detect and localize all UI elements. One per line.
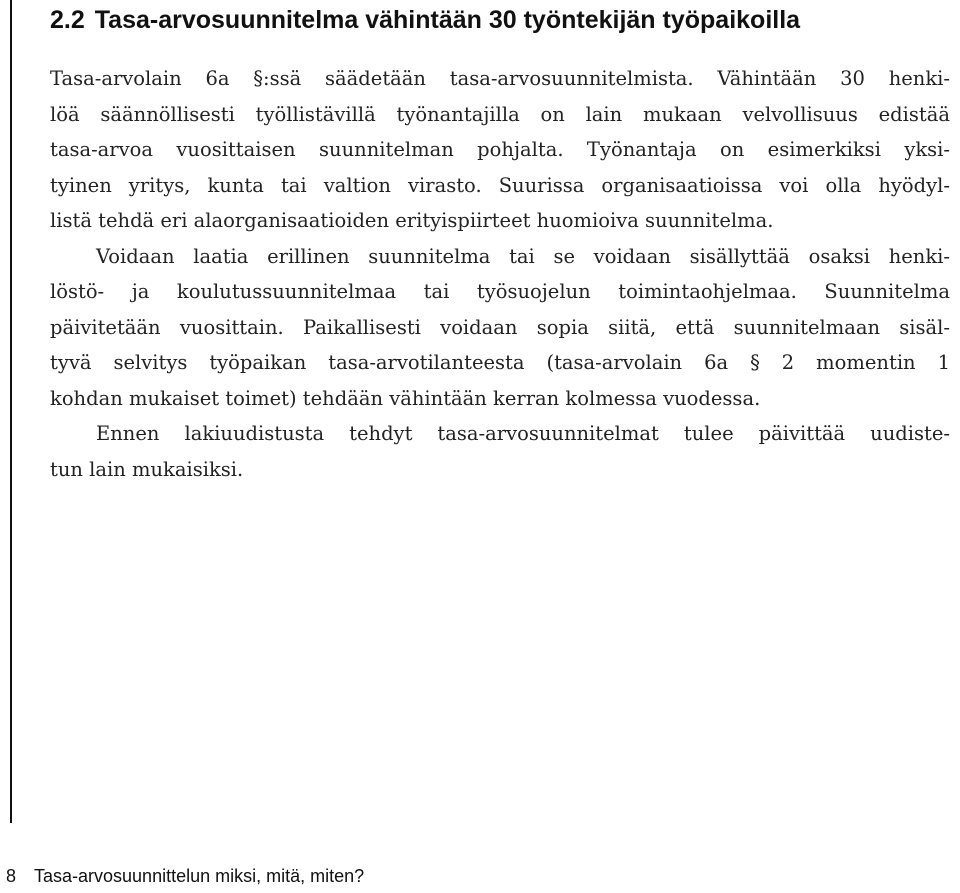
body-line-8: päivitetään vuosittain. Paikallisesti voidaan sopia siitä, että suunnitelmaan sisäl- bbox=[50, 315, 950, 339]
body-line-1: Tasa-arvolain 6a §:ssä säädetään tasa-arvosuunnitelmista. Vähintään 30 henki- bbox=[50, 67, 950, 90]
section-number: 2.2 bbox=[50, 6, 85, 34]
body-line-12: tun lain mukaisiksi. bbox=[50, 457, 244, 481]
body-line-2: löä säännöllisesti työllistävillä työnantajilla on lain mukaan velvollisuus edistää bbox=[50, 102, 950, 126]
body-line-9: tyvä selvitys työpaikan tasa-arvotilanteesta (tasa-arvolain 6a § 2 momentin 1 bbox=[50, 351, 950, 374]
page-content bbox=[50, 0, 950, 487]
body-line-11: Ennen lakiuudistusta tehdyt tasa-arvosuunnitelmat tulee päivittää uudiste- bbox=[96, 422, 950, 445]
body-line-10: kohdan mukaiset toimet) tehdään vähintään kerran kolmessa vuodessa. bbox=[50, 386, 761, 410]
body-line-7: löstö- ja koulutussuunnitelmaa tai työsuojelun toimintaohjelmaa. Suunnitelma bbox=[50, 280, 950, 303]
body-line-6: Voidaan laatia erillinen suunnitelma tai se voidaan sisällyttää osaksi henki- bbox=[96, 244, 950, 268]
page-number: 8 bbox=[6, 866, 17, 886]
body-line-5: listä tehdä eri alaorganisaatioiden erityispiirteet huomioiva suunnitelma. bbox=[50, 209, 774, 232]
margin-rule bbox=[10, 0, 12, 823]
running-title: Tasa-arvosuunnittelun miksi, mitä, miten? bbox=[34, 866, 365, 886]
body-line-3: tasa-arvoa vuosittaisen suunnitelman pohjalta. Työnantaja on esimerkiksi yksi- bbox=[50, 138, 950, 161]
body-text bbox=[50, 61, 950, 487]
body-line-4: tyinen yritys, kunta tai valtion virasto. Suurissa organisaatioissa voi olla hyödyl- bbox=[50, 173, 950, 197]
section-heading bbox=[50, 0, 950, 45]
page-footer bbox=[0, 860, 960, 893]
section-title: Tasa-arvosuunnitelma vähintään 30 työntekijän työpaikoilla bbox=[94, 6, 801, 34]
